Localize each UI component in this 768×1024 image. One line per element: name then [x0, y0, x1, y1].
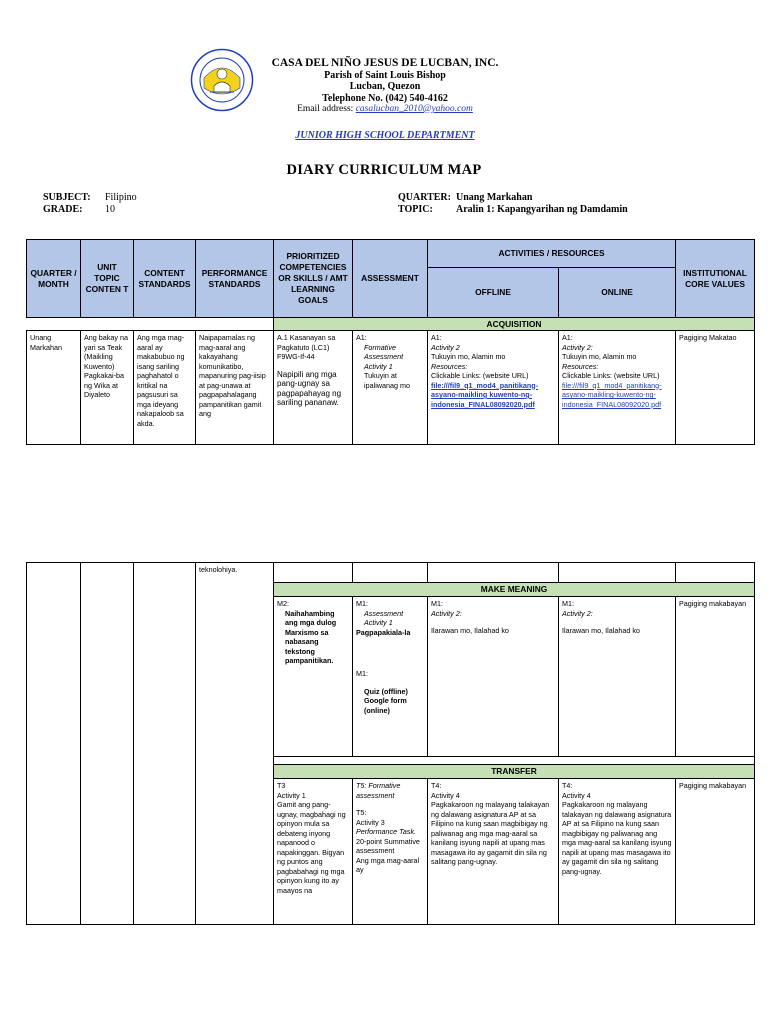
cont-comp-cell: [274, 563, 353, 583]
mm-comp-2: Naihahambing ang mga dulog Marxismo sa nabasang tekstong pampanitikan.: [285, 608, 337, 665]
mm-competencies: [274, 597, 353, 757]
acq-assess-1: A1:: [356, 333, 367, 342]
grade-value: 10: [105, 203, 115, 215]
cont-assess-cell: [353, 563, 428, 583]
acq-assess-2: Formative Assessment: [364, 342, 404, 361]
email-label: Email address:: [297, 104, 354, 114]
table-row-acquisition: [27, 331, 755, 445]
col-header-offline: OFFLINE: [428, 268, 559, 318]
acq-offline: [428, 331, 559, 445]
tr-assess-4: Performance Task.: [356, 827, 417, 836]
tr-assess-6: Ang mga mag-aaral ay: [356, 855, 420, 874]
col-header-activities: ACTIVITIES / RESOURCES: [428, 240, 676, 268]
col-header-competencies: PRIORITIZED COMPETENCIES OR SKILLS / AMT LEARNING GOALS: [274, 240, 353, 318]
tr-on-1: T4:: [562, 781, 573, 790]
tr-on-2: Activity 4: [562, 790, 591, 800]
mm-assess-5: M1:: [356, 669, 368, 678]
spacer-row: [274, 757, 755, 765]
acq-assess-3: Activity 1: [364, 361, 393, 371]
mm-on-1: M1:: [562, 599, 574, 608]
page-title: DIARY CURRICULUM MAP: [286, 162, 482, 178]
acq-assess-4: Tukuyin at ipaliwanag mo: [364, 371, 410, 390]
col-header-unit: UNIT TOPIC CONTEN T: [81, 240, 134, 318]
mm-off-3: Ilarawan mo, Ilalahad ko: [431, 626, 509, 635]
tr-core-values: Pagiging makabayan: [676, 779, 755, 925]
cont-quarter-cell: [27, 563, 81, 925]
school-header: [250, 58, 520, 116]
tr-assess-2: T5:: [356, 808, 367, 817]
acq-unit: Ang bakay na yari sa Teak (Maikling Kuwento) Pagkakai-ba ng Wika at Diyaleto: [81, 331, 134, 445]
acq-core-values: Pagiging Makatao: [676, 331, 755, 445]
mm-off-1: M1:: [431, 599, 443, 608]
acq-on-4: Resources:: [562, 361, 599, 371]
mm-assessment: [353, 597, 428, 757]
col-header-online: ONLINE: [559, 268, 676, 318]
quarter-value: Unang Markahan: [456, 192, 533, 203]
mm-assess-3: Activity 1: [364, 618, 393, 627]
acq-assessment: [353, 331, 428, 445]
school-name: CASA DEL NIÑO JESUS DE LUCBAN, INC.: [271, 57, 499, 69]
tr-off-2: Activity 4: [431, 790, 460, 800]
grade-label: GRADE:: [43, 203, 83, 215]
cont-unit-cell: [81, 563, 134, 925]
mm-assess-6: Quiz (offline): [364, 686, 408, 696]
acq-content: Ang mga mag-aaral ay makabubuo ng isang sariling paghahatol o kritikal na pagsusuri sa mga ideyang nakapaloob sa akda.: [134, 331, 196, 445]
topic-label: TOPIC:: [398, 203, 433, 215]
cont-offline-cell: [428, 563, 559, 583]
mm-off-2: Activity 2:: [431, 608, 462, 618]
col-header-quarter: QUARTER / MONTH: [27, 240, 81, 318]
tr-assess-5: 20-point Summative assessment: [356, 836, 420, 855]
department-heading: JUNIOR HIGH SCHOOL DEPARTMENT: [295, 130, 475, 141]
acq-off-2: Activity 2: [431, 342, 460, 352]
subject-grade-block: [43, 192, 137, 215]
curriculum-table-page1: [26, 239, 755, 445]
quarter-topic-block: [398, 192, 628, 215]
tr-competencies: [274, 779, 353, 925]
acq-on-link[interactable]: file:///fil9_q1_mod4_panitikang-asyano-maikling-kuwento-ng-indonesia_FINAL08092020.pdf: [562, 380, 662, 409]
subject-label: SUBJECT:: [43, 192, 91, 203]
col-header-core-values: INSTITUTIONAL CORE VALUES: [676, 240, 755, 318]
acq-comp-1: A.1 Kasanayan sa Pagkatuto (LC1): [277, 333, 336, 352]
mm-assess-7: Google form (online): [364, 696, 407, 715]
mm-online: [559, 597, 676, 757]
mm-on-2: Activity 2:: [562, 608, 593, 618]
acq-on-3: Tukuyin mo, Alamin mo: [562, 352, 637, 361]
acq-off-5: Clickable Links: (website URL): [431, 371, 529, 380]
tr-assess-1: T5: Formative assessment: [356, 781, 401, 800]
band-make-meaning: MAKE MEANING: [274, 583, 755, 597]
acq-on-1: A1:: [562, 333, 573, 342]
acq-online: [559, 331, 676, 445]
tr-offline: [428, 779, 559, 925]
mm-assess-4: Pagpapakiala-la: [356, 627, 411, 637]
mm-core-values: Pagiging makabayan: [676, 597, 755, 757]
acq-on-2: Activity 2:: [562, 342, 593, 352]
tr-comp-2: Activity 1: [277, 790, 306, 800]
location-line: Lucban, Quezon: [349, 81, 421, 92]
tr-assess-3: Activity 3: [356, 817, 385, 827]
cont-content-cell: [134, 563, 196, 925]
col-header-content: CONTENT STANDARDS: [134, 240, 196, 318]
mm-offline: [428, 597, 559, 757]
mm-assess-2: Assessment: [364, 608, 404, 618]
cont-core-cell: [676, 563, 755, 583]
curriculum-table-page2: [26, 562, 755, 925]
tr-off-1: T4:: [431, 781, 442, 790]
mm-assess-1: M1:: [356, 599, 368, 608]
tr-online: [559, 779, 676, 925]
tr-comp-3: Gamit ang pang-ugnay, magbahagi ng opinyon mula sa debateng inyong napanood o napakinggan. Bigyan ng puntos ang pagbabahagi ng mga opinyon kung ito ay maayos na: [277, 800, 346, 895]
tr-off-3: Pagkakaroon ng malayang talakayan ng dalawang asignatura AP at sa Filipino na kung saan magbibigay ng paliwanag ang mga mag-aaral sa kanilang isyung napili at upang mas masagawa ito ay gagamit din sila ng salitang pang-ugnay.: [431, 800, 550, 866]
topic-value: Aralin 1: Kapangyarihan ng Damdamin: [456, 203, 628, 215]
acq-off-4: Resources:: [431, 361, 468, 371]
acq-comp-2: F9WG-If-44: [277, 352, 315, 361]
school-seal-logo: [190, 48, 254, 112]
parish-line: Parish of Saint Louis Bishop: [324, 69, 446, 81]
mm-comp-1: M2:: [277, 599, 289, 608]
cont-online-cell: [559, 563, 676, 583]
acq-quarter: Unang Markahan: [27, 331, 81, 445]
acq-off-1: A1:: [431, 333, 442, 342]
acq-off-link[interactable]: file:///fil9_q1_mod4_panitikang-asyano-maikling kuwento-ng-indonesia_FINAL08092020.pdf: [431, 380, 539, 409]
cont-performance-cell: teknolohiya.: [196, 563, 274, 925]
band-transfer: TRANSFER: [274, 765, 755, 779]
acq-performance: Naipapamalas ng mag-aaral ang kakayahang komunikatibo, mapanuring pag-iisip at pag-unawa at pagpapahalagang pampanitikan gamit ang: [196, 331, 274, 445]
acq-competencies: [274, 331, 353, 445]
quarter-label: QUARTER:: [398, 192, 451, 203]
acq-off-3: Tukuyin mo, Alamin mo: [431, 352, 506, 361]
mm-on-3: Ilarawan mo, Ilalahad ko: [562, 626, 640, 635]
col-header-assessment: ASSESSMENT: [353, 240, 428, 318]
tr-assessment: [353, 779, 428, 925]
subject-value: Filipino: [105, 192, 137, 203]
acq-on-5: Clickable Links: (website URL): [562, 371, 660, 380]
email-link[interactable]: casalucban_2010@yahoo.com: [355, 104, 473, 114]
tr-comp-1: T3: [277, 781, 286, 790]
tr-on-3: Pagkakaroon ng malayang talakayan ng dalawang asignatura AP at sa Filipino na kung saan magbibigay ng paliwanag ang mga mag-aaral sa kanilang isyung napili at upang mas masagawa ito ay gagamit din sila ng salitang pang-ugnay.: [562, 800, 672, 876]
acq-comp-3: Napipili ang mga pang-ugnay sa pagpapahayag ng sariling pananaw.: [277, 369, 342, 407]
email-line: [250, 104, 520, 116]
col-header-performance: PERFORMANCE STANDARDS: [196, 240, 274, 318]
band-acquisition: ACQUISITION: [274, 318, 755, 331]
telephone-line: Telephone No. (042) 540-4162: [322, 92, 448, 104]
